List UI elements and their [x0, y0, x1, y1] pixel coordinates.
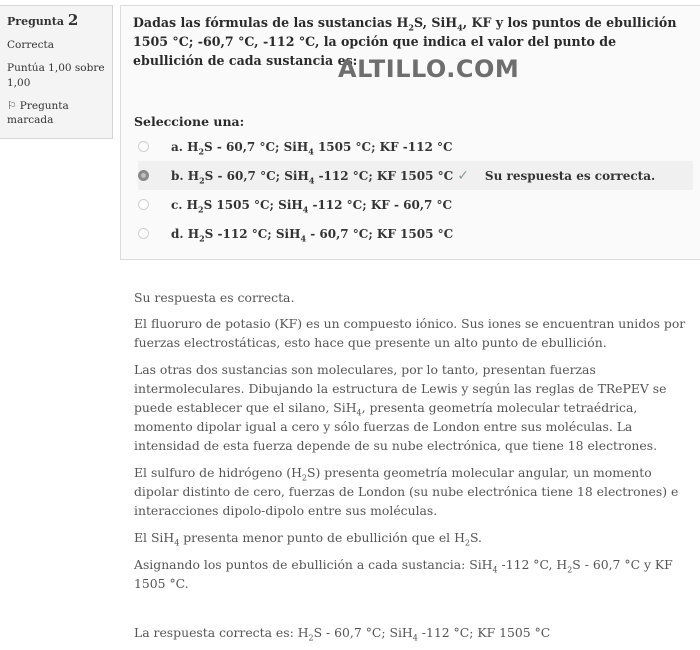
feedback-paragraph-compare: El SiH$_4$ presenta menor punto de ebullición que el $H_2S$. — [134, 530, 482, 548]
flag-label: Pregunta marcada — [7, 100, 69, 126]
flag-icon: ⚐ — [7, 100, 17, 112]
question-text: Dadas las fórmulas de las sustancias $H_2S$, SiH$_4$, KF y los puntos de ebullición 1505 °C; -60,7 °C, -112 °C, la opción que indica el valor del punto de ebullición de cada sustancia es: — [133, 15, 677, 68]
answer-options — [138, 132, 693, 248]
feedback-result: Su respuesta es correcta. — [134, 290, 295, 305]
flag-question-link[interactable] — [7, 99, 105, 127]
radio-b[interactable] — [138, 170, 149, 181]
question-state: Correcta — [7, 39, 54, 51]
feedback-paragraph-assign: Asignando los puntos de ebullición a cada sustancia: SiH$_4$ -112 °C, $H_2S - 60,7$ °C y KF 1505 °C. — [134, 557, 673, 591]
feedback-outcome — [134, 288, 686, 650]
feedback-paragraph-kf: El fluoruro de potasio (KF) es un compuesto iónico. Sus iones se encuentran unidos por fuerzas electrostáticas, esto hace que presente un alto punto de ebullición. — [134, 316, 686, 350]
inline-feedback: Su respuesta es correcta. — [484, 168, 656, 183]
feedback-paragraph-silane: Las otras dos sustancias son moleculares, por lo tanto, presentan fuerzas intermoleculares. Dibujando la estructura de Lewis y según las reglas de TRePEV se puede establecer que el silano, SiH$_4$, presenta geometría molecular tetraédrica, momento dipolar igual a cero y sólo fuerzas de London entre sus moléculas. La intensidad de esta fuerza depende de su nube electrónica, que tiene 18 electrones. — [134, 362, 667, 453]
answer-option-a[interactable] — [138, 132, 693, 161]
radio-a[interactable] — [138, 141, 149, 152]
question-grade: Puntúa 1,00 sobre 1,00 — [7, 62, 105, 89]
answer-option-d[interactable] — [138, 219, 693, 248]
answer-option-c[interactable] — [138, 190, 693, 219]
question-info-panel — [0, 5, 113, 139]
option-d-label: d. $H_2S$ -112 °C; SiH$_4$ - 60,7 °C; KF 1505 °C — [171, 226, 454, 243]
option-c-label: c. $H_2S$ 1505 °C; SiH$_4$ -112 °C; KF - 60,7 °C — [171, 197, 453, 214]
watermark: ALTILLO.COM — [338, 55, 520, 83]
option-b-label: b. $H_2S - 60,7$ °C; SiH$_4$ -112 °C; KF 1505 °C — [171, 168, 454, 185]
question-number-value: 2 — [67, 11, 79, 29]
question-number — [7, 11, 105, 29]
radio-d[interactable] — [138, 228, 149, 239]
check-icon: ✓ — [457, 167, 469, 184]
option-a-label: a. $H_2S - 60,7$ °C; SiH$_4$ 1505 °C; KF -112 °C — [171, 139, 453, 156]
question-formulation — [120, 5, 700, 260]
correct-answer: La respuesta correcta es: $H_2S - 60,7$ °C; SiH$_4$ -112 °C; KF 1505 °C — [134, 625, 551, 643]
radio-c[interactable] — [138, 199, 149, 210]
question-label: Pregunta — [7, 15, 64, 28]
answer-option-b[interactable] — [138, 161, 693, 190]
answer-prompt: Seleccione una: — [134, 114, 245, 129]
feedback-paragraph-h2s: El sulfuro de hidrógeno $(H_2S)$ presenta geometría molecular angular, un momento dipolar distinto de cero, fuerzas de London (su nube electrónica tiene 18 electrones) e interacciones dipolo-dipolo entre sus moléculas. — [134, 465, 679, 518]
